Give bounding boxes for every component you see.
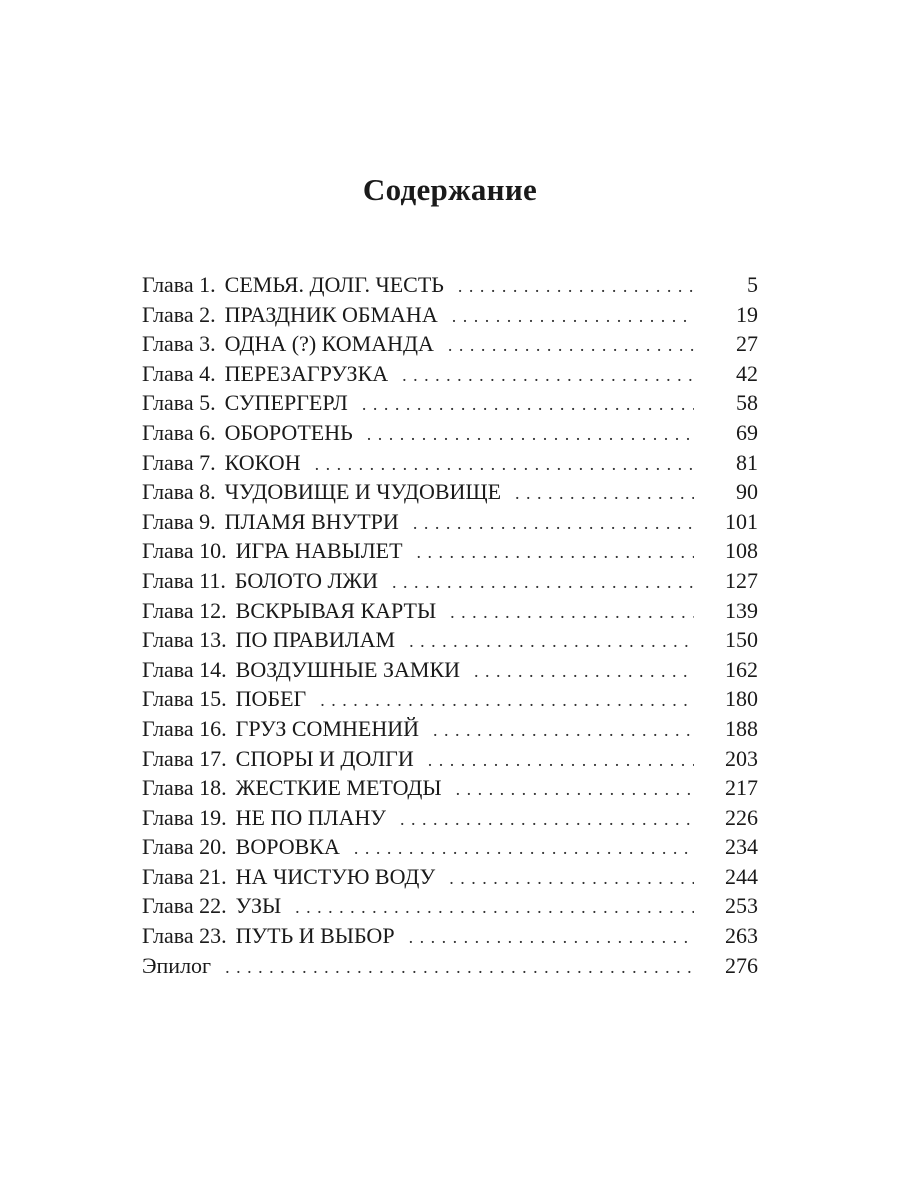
toc-entry-prefix: Глава 10. (142, 538, 227, 564)
toc-entry-prefix: Глава 9. (142, 508, 216, 534)
toc-entry-prefix: Глава 18. (142, 775, 227, 801)
toc-entry-title: ПЛАМЯ ВНУТРИ (224, 508, 399, 534)
toc-entry-title: УЗЫ (235, 893, 282, 919)
toc-entry[interactable] (142, 477, 758, 507)
toc-entry[interactable] (142, 329, 758, 359)
toc-entry[interactable] (142, 270, 758, 300)
toc-entry-page-number: 203 (725, 745, 758, 771)
toc-entry-page-number: 188 (725, 715, 758, 741)
toc-entry-label (142, 891, 281, 921)
toc-dot-leader (456, 775, 694, 805)
toc-entry-title: ПРАЗДНИК ОБМАНА (224, 301, 438, 327)
toc-entry-page-number: 263 (725, 923, 758, 949)
toc-entry-page-number: 217 (725, 775, 758, 801)
toc-entry-label (142, 477, 501, 507)
toc-entry-title: ЧУДОВИЩЕ И ЧУДОВИЩЕ (224, 479, 502, 505)
toc-entry-label (142, 536, 403, 566)
toc-entry-label (142, 388, 348, 418)
toc-entry-title: ОБОРОТЕНЬ (224, 419, 353, 445)
toc-dot-leader (474, 657, 694, 687)
toc-entry-page-number: 19 (736, 301, 758, 327)
toc-dot-leader (315, 450, 694, 480)
toc-entry-prefix: Глава 6. (142, 419, 216, 445)
toc-entry-page-number: 139 (725, 597, 758, 623)
toc-entry-label (142, 329, 434, 359)
toc-entry[interactable] (142, 832, 758, 862)
toc-entry-label (142, 684, 306, 714)
toc-entry-title: ПОБЕГ (235, 686, 307, 712)
toc-entry-page-number: 162 (725, 656, 758, 682)
toc-entry-label (142, 862, 435, 892)
toc-entry[interactable] (142, 891, 758, 921)
toc-entry[interactable] (142, 359, 758, 389)
toc-entry[interactable] (142, 951, 758, 981)
toc-dot-leader (225, 953, 694, 983)
toc-entry-label (142, 921, 395, 951)
toc-entry[interactable] (142, 388, 758, 418)
toc-entry-page-number: 276 (725, 952, 758, 978)
page-title: Содержание (362, 172, 538, 207)
toc-entry-label (142, 714, 419, 744)
toc-entry[interactable] (142, 862, 758, 892)
toc-entry-page-number: 58 (736, 390, 758, 416)
toc-dot-leader (354, 834, 694, 864)
toc-entry-prefix: Глава 11. (142, 567, 226, 593)
toc-entry-title: ПО ПРАВИЛАМ (235, 627, 396, 653)
toc-entry-prefix: Глава 20. (142, 834, 227, 860)
toc-entry-title: ПУТЬ И ВЫБОР (235, 923, 395, 949)
toc-dot-leader (433, 716, 694, 746)
toc-entry[interactable] (142, 625, 758, 655)
toc-entry-page-number: 27 (736, 331, 758, 357)
toc-entry-prefix: Глава 5. (142, 390, 216, 416)
toc-entry-label (142, 803, 386, 833)
toc-entry-page-number: 90 (736, 479, 758, 505)
toc-entry-page-number: 234 (725, 834, 758, 860)
toc-entry-page-number: 5 (747, 272, 758, 297)
toc-entry-prefix: Глава 17. (142, 745, 227, 771)
toc-entry-prefix: Глава 3. (142, 331, 216, 357)
toc-entry-prefix: Глава 19. (142, 804, 227, 830)
toc-dot-leader (392, 568, 694, 598)
toc-dot-leader (367, 420, 694, 450)
toc-entry-label (142, 773, 442, 803)
toc-dot-leader (450, 598, 694, 628)
toc-entry[interactable] (142, 684, 758, 714)
toc-entry-title: СУПЕРГЕРЛ (224, 390, 348, 416)
toc-dot-leader (449, 864, 694, 894)
toc-entry-label (142, 744, 414, 774)
toc-entry-prefix: Глава 1. (142, 272, 216, 297)
toc-entry-page-number: 150 (725, 627, 758, 653)
toc-entry-title: КОКОН (224, 449, 301, 475)
toc-entry-prefix: Эпилог (142, 952, 212, 978)
toc-entry[interactable] (142, 536, 758, 566)
toc-entry-page-number: 69 (736, 419, 758, 445)
toc-dot-leader (409, 627, 694, 657)
toc-entry-prefix: Глава 2. (142, 301, 216, 327)
toc-entry-label (142, 566, 378, 596)
toc-dot-leader (295, 893, 694, 923)
toc-entry[interactable] (142, 566, 758, 596)
toc-entry-prefix: Глава 12. (142, 597, 227, 623)
toc-entry-title: ОДНА (?) КОМАНДА (224, 331, 434, 357)
toc-dot-leader (409, 923, 694, 953)
toc-dot-leader (320, 686, 694, 716)
toc-entry-label (142, 951, 211, 981)
toc-entry-prefix: Глава 7. (142, 449, 216, 475)
toc-entry-title: ГРУЗ СОМНЕНИЙ (235, 715, 419, 741)
toc-entry-label (142, 448, 301, 478)
toc-dot-leader (428, 746, 694, 776)
toc-dot-leader (400, 805, 694, 835)
toc-entry-page-number: 253 (725, 893, 758, 919)
toc-entry-prefix: Глава 15. (142, 686, 227, 712)
toc-entry-title: СПОРЫ И ДОЛГИ (235, 745, 414, 771)
toc-entry-prefix: Глава 4. (142, 360, 216, 386)
toc-dot-leader (413, 509, 694, 539)
toc-entry-label (142, 507, 399, 537)
toc-entry-label (142, 832, 340, 862)
toc-entry-title: НА ЧИСТУЮ ВОДУ (235, 863, 436, 889)
toc-entry-prefix: Глава 22. (142, 893, 227, 919)
toc-entry-title: ПЕРЕЗАГРУЗКА (224, 360, 389, 386)
toc-entry[interactable] (142, 300, 758, 330)
toc-entry[interactable] (142, 803, 758, 833)
toc-entry-title: ИГРА НАВЫЛЕТ (235, 538, 403, 564)
toc-entry-page-number: 226 (725, 804, 758, 830)
toc-entry-label (142, 300, 438, 330)
toc-entry-prefix: Глава 21. (142, 863, 227, 889)
toc-dot-leader (515, 479, 694, 509)
toc-entry-label (142, 625, 395, 655)
toc-entry-label (142, 359, 388, 389)
toc-entry-prefix: Глава 8. (142, 479, 216, 505)
toc-entry-page-number: 127 (725, 567, 758, 593)
toc-dot-leader (458, 272, 694, 302)
toc-entry-page-number: 42 (736, 360, 758, 386)
toc-entry-page-number: 101 (725, 508, 758, 534)
toc-entry-page-number: 244 (725, 863, 758, 889)
toc-entry-page-number: 180 (725, 686, 758, 712)
toc-entry-prefix: Глава 16. (142, 715, 227, 741)
toc-entry-title: ЖЕСТКИЕ МЕТОДЫ (235, 775, 442, 801)
table-of-contents (142, 270, 758, 980)
toc-dot-leader (417, 538, 694, 568)
toc-entry[interactable] (142, 655, 758, 685)
toc-dot-leader (448, 331, 694, 361)
toc-entry-title: БОЛОТО ЛЖИ (234, 567, 378, 593)
toc-entry-prefix: Глава 23. (142, 923, 227, 949)
toc-entry-prefix: Глава 14. (142, 656, 227, 682)
toc-entry-title: СЕМЬЯ. ДОЛГ. ЧЕСТЬ (224, 272, 444, 297)
toc-entry-title: ВОЗДУШНЫЕ ЗАМКИ (235, 656, 461, 682)
toc-entry[interactable] (142, 448, 758, 478)
toc-entry[interactable] (142, 714, 758, 744)
toc-entry-prefix: Глава 13. (142, 627, 227, 653)
toc-entry-label (142, 655, 460, 685)
toc-entry[interactable] (142, 744, 758, 774)
toc-dot-leader (452, 302, 694, 332)
toc-entry-page-number: 81 (736, 449, 758, 475)
toc-entry-label (142, 270, 444, 300)
toc-entry-page-number: 108 (725, 538, 758, 564)
toc-entry-title: ВСКРЫВАЯ КАРТЫ (235, 597, 437, 623)
toc-dot-leader (402, 361, 694, 391)
toc-entry-title: НЕ ПО ПЛАНУ (235, 804, 386, 830)
toc-entry[interactable] (142, 418, 758, 448)
toc-dot-leader (362, 390, 694, 420)
toc-entry[interactable] (142, 596, 758, 626)
toc-entry[interactable] (142, 921, 758, 951)
toc-entry[interactable] (142, 773, 758, 803)
toc-entry[interactable] (142, 507, 758, 537)
toc-entry-label (142, 596, 436, 626)
toc-entry-label (142, 418, 353, 448)
toc-entry-title: ВОРОВКА (235, 834, 340, 860)
